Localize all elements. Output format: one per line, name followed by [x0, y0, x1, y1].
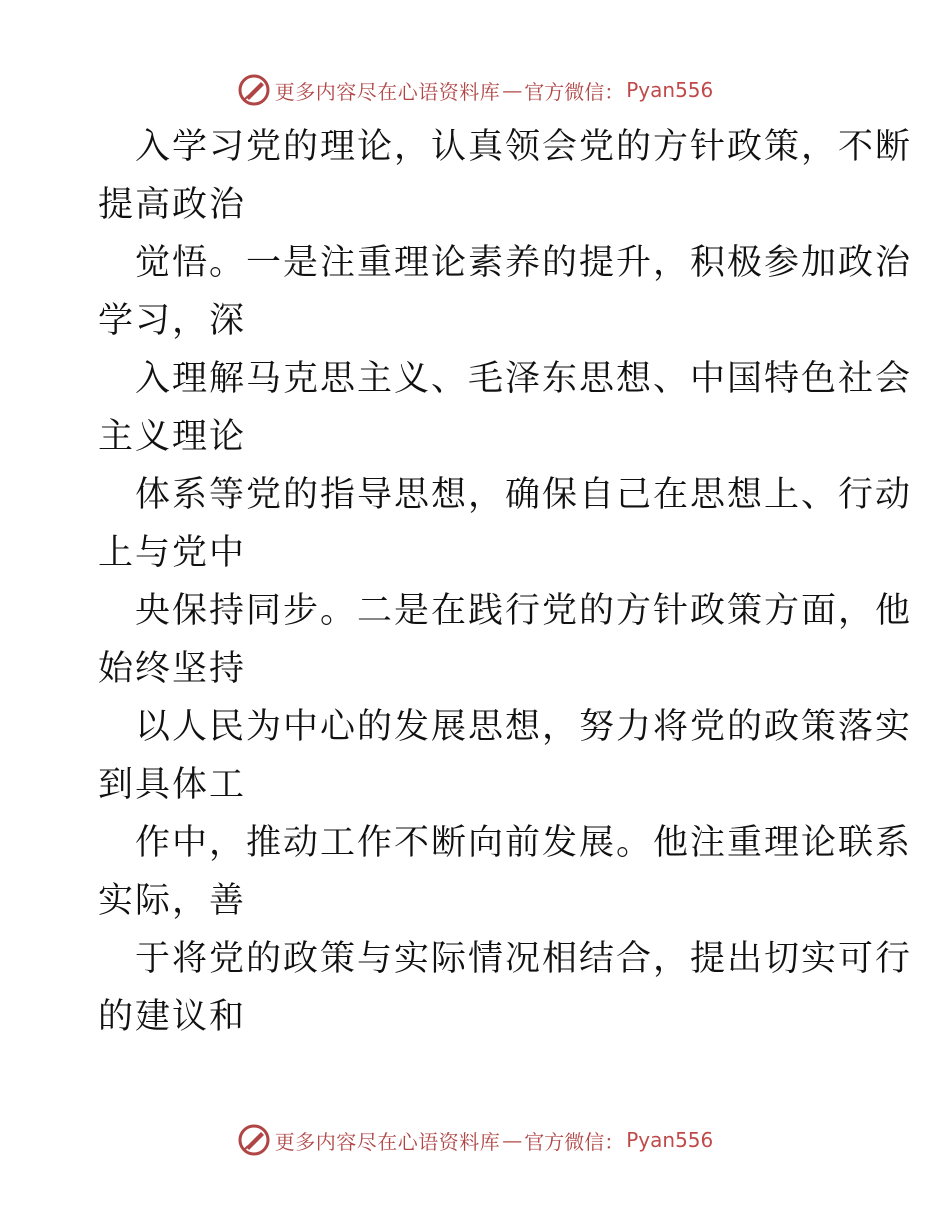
paragraph-line: 央保持同步。二是在践行党的方针政策方面，他 [135, 591, 913, 631]
paragraph-line: 体系等党的指导思想，确保自己在思想上、行动 [135, 475, 913, 515]
paragraph [98, 350, 913, 466]
paragraph-line: 始终坚持 [98, 649, 247, 689]
banner-wechat-id: Pyan556 [626, 1128, 714, 1152]
paragraph-line: 学习，深 [98, 301, 247, 341]
header-banner [0, 70, 950, 110]
document-body [98, 118, 913, 1046]
paragraph-line: 作中，推动工作不断向前发展。他注重理论联系 [135, 823, 913, 863]
paragraph [98, 814, 913, 930]
banner-wechat-label: 官方微信： [524, 1129, 625, 1154]
paragraph [98, 234, 913, 350]
paragraph [98, 582, 913, 698]
banner-text: 更多内容尽在心语资料库 [274, 79, 501, 104]
paragraph-line: 上与党中 [98, 533, 247, 573]
footer-banner [0, 1120, 950, 1160]
paragraph [98, 930, 913, 1046]
banner-wechat-id: Pyan556 [626, 78, 714, 102]
banner-text: 更多内容尽在心语资料库 [274, 1129, 501, 1154]
paragraph-line: 到具体工 [98, 765, 247, 805]
paragraph-line: 觉悟。一是注重理论素养的提升，积极参加政治 [135, 243, 913, 283]
paragraph-line: 于将党的政策与实际情况相结合，提出切实可行 [135, 939, 913, 979]
quill-logo-icon [237, 1123, 271, 1157]
paragraph [98, 118, 913, 234]
banner-dash: — [502, 78, 523, 102]
paragraph [98, 466, 913, 582]
paragraph-line: 主义理论 [98, 417, 247, 457]
paragraph [98, 698, 913, 814]
paragraph-line: 的建议和 [98, 997, 247, 1037]
paragraph-line: 提高政治 [98, 185, 247, 225]
paragraph-line: 入学习党的理论，认真领会党的方针政策，不断 [135, 127, 913, 167]
quill-logo-icon [237, 73, 271, 107]
paragraph-line: 入理解马克思主义、毛泽东思想、中国特色社会 [135, 359, 913, 399]
banner-wechat-label: 官方微信： [524, 79, 625, 104]
banner-dash: — [502, 1128, 523, 1152]
paragraph-line: 以人民为中心的发展思想，努力将党的政策落实 [135, 707, 913, 747]
paragraph-line: 实际，善 [98, 881, 247, 921]
